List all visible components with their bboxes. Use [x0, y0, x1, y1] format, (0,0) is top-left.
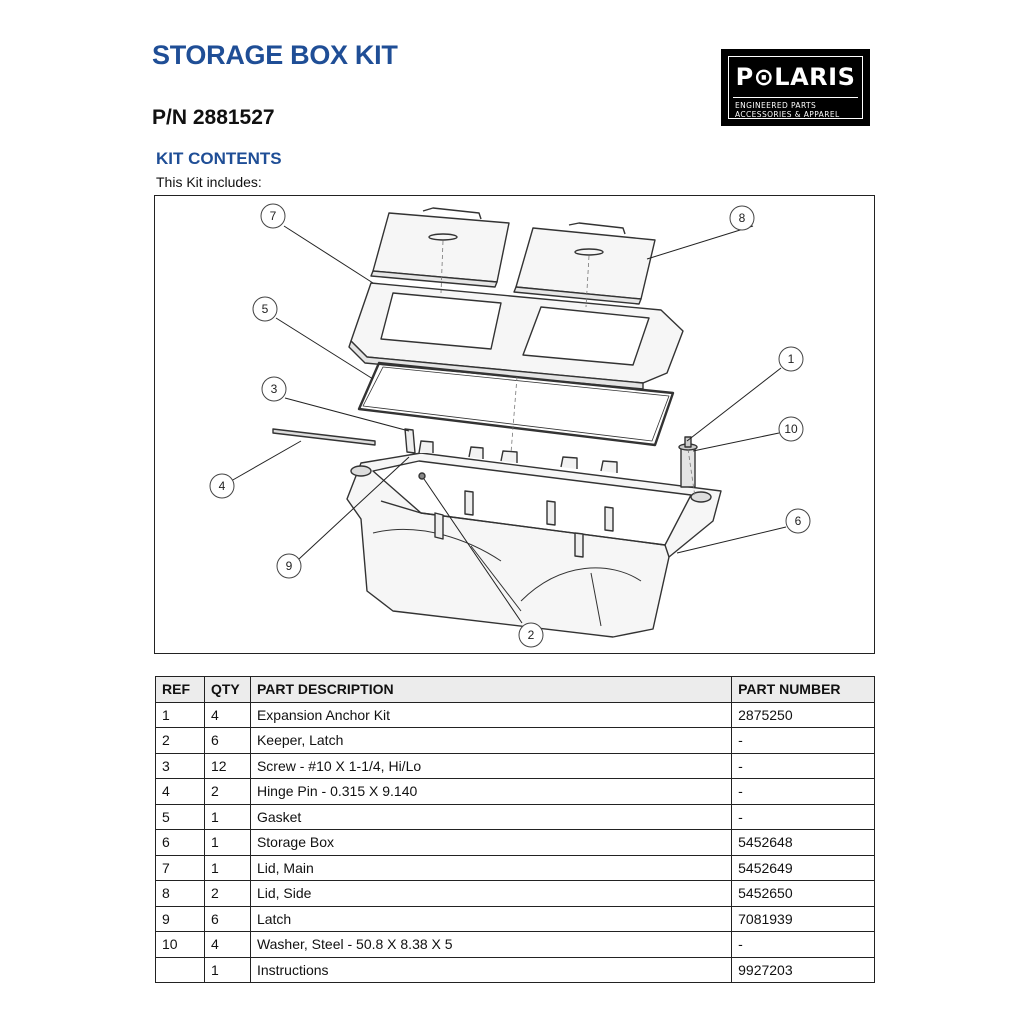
cell-qty: 4 [204, 932, 250, 958]
callout-label-10: 10 [784, 422, 798, 436]
header-part-number: PART NUMBER [732, 677, 875, 703]
callout-label-4: 4 [218, 479, 226, 493]
callout-label-7: 7 [269, 209, 277, 223]
callout-label-6: 6 [794, 514, 802, 528]
logo-tagline-2: ACCESSORIES & APPAREL [735, 110, 840, 119]
logo-frame [728, 56, 863, 119]
logo-name: P⊙LARIS [735, 63, 856, 91]
cell-part-number: 9927203 [732, 957, 875, 983]
logo-divider [733, 97, 858, 98]
cell-ref: 4 [156, 779, 205, 805]
cell-part-number: 2875250 [732, 702, 875, 728]
cell-ref: 2 [156, 728, 205, 754]
table-header-row [156, 677, 875, 703]
callout-label-9: 9 [285, 559, 293, 573]
table-row [156, 702, 875, 728]
cell-description: Expansion Anchor Kit [250, 702, 731, 728]
exploded-diagram-svg [155, 196, 874, 653]
cell-qty: 1 [204, 830, 250, 856]
table-row [156, 932, 875, 958]
storage-box [347, 441, 721, 637]
header-description: PART DESCRIPTION [250, 677, 731, 703]
kit-contents-subtext: This Kit includes: [156, 174, 262, 190]
table-row [156, 855, 875, 881]
table-row [156, 830, 875, 856]
table-row [156, 881, 875, 907]
parts-table [155, 676, 875, 983]
kit-contents-heading: KIT CONTENTS [156, 149, 282, 168]
cell-description: Storage Box [250, 830, 731, 856]
cell-ref: 7 [156, 855, 205, 881]
cell-qty: 12 [204, 753, 250, 779]
cell-qty: 2 [204, 779, 250, 805]
cell-part-number: - [732, 932, 875, 958]
cell-qty: 1 [204, 804, 250, 830]
cell-part-number: - [732, 753, 875, 779]
cell-qty: 6 [204, 906, 250, 932]
cell-ref [156, 957, 205, 983]
cell-part-number: - [732, 779, 875, 805]
cell-ref: 1 [156, 702, 205, 728]
cell-qty: 1 [204, 855, 250, 881]
cell-description: Washer, Steel - 50.8 X 8.38 X 5 [250, 932, 731, 958]
table-row [156, 906, 875, 932]
cell-part-number: 5452649 [732, 855, 875, 881]
cell-description: Lid, Main [250, 855, 731, 881]
cell-description: Instructions [250, 957, 731, 983]
cell-description: Latch [250, 906, 731, 932]
table-row [156, 804, 875, 830]
cell-ref: 3 [156, 753, 205, 779]
table-row [156, 753, 875, 779]
header-ref: REF [156, 677, 205, 703]
cell-qty: 1 [204, 957, 250, 983]
cell-part-number: - [732, 728, 875, 754]
cell-qty: 2 [204, 881, 250, 907]
callout-label-2: 2 [527, 628, 535, 642]
side-lid-left [371, 208, 509, 287]
cell-part-number: - [732, 804, 875, 830]
table-row [156, 779, 875, 805]
side-lid-right [514, 223, 655, 304]
cell-ref: 6 [156, 830, 205, 856]
cell-description: Gasket [250, 804, 731, 830]
cell-ref: 10 [156, 932, 205, 958]
table-row [156, 957, 875, 983]
cell-part-number: 7081939 [732, 906, 875, 932]
callout-label-1: 1 [787, 352, 795, 366]
cell-ref: 5 [156, 804, 205, 830]
cell-qty: 4 [204, 702, 250, 728]
cell-part-number: 5452648 [732, 830, 875, 856]
table-row [156, 728, 875, 754]
cell-part-number: 5452650 [732, 881, 875, 907]
logo-tagline-1: ENGINEERED PARTS [735, 101, 817, 110]
cell-ref: 8 [156, 881, 205, 907]
cell-ref: 9 [156, 906, 205, 932]
exploded-diagram [154, 195, 875, 654]
part-number: P/N 2881527 [152, 106, 275, 129]
callout-label-8: 8 [738, 211, 746, 225]
document-title: STORAGE BOX KIT [152, 40, 398, 70]
callout-label-5: 5 [261, 302, 269, 316]
callout-label-3: 3 [270, 382, 278, 396]
cell-description: Screw - #10 X 1-1/4, Hi/Lo [250, 753, 731, 779]
keeper [419, 473, 425, 479]
cell-description: Lid, Side [250, 881, 731, 907]
polaris-logo [721, 49, 870, 126]
expansion-anchor [679, 437, 697, 487]
cell-description: Keeper, Latch [250, 728, 731, 754]
cell-qty: 6 [204, 728, 250, 754]
hinge-pin [273, 429, 375, 445]
header-qty: QTY [204, 677, 250, 703]
cell-description: Hinge Pin - 0.315 X 9.140 [250, 779, 731, 805]
